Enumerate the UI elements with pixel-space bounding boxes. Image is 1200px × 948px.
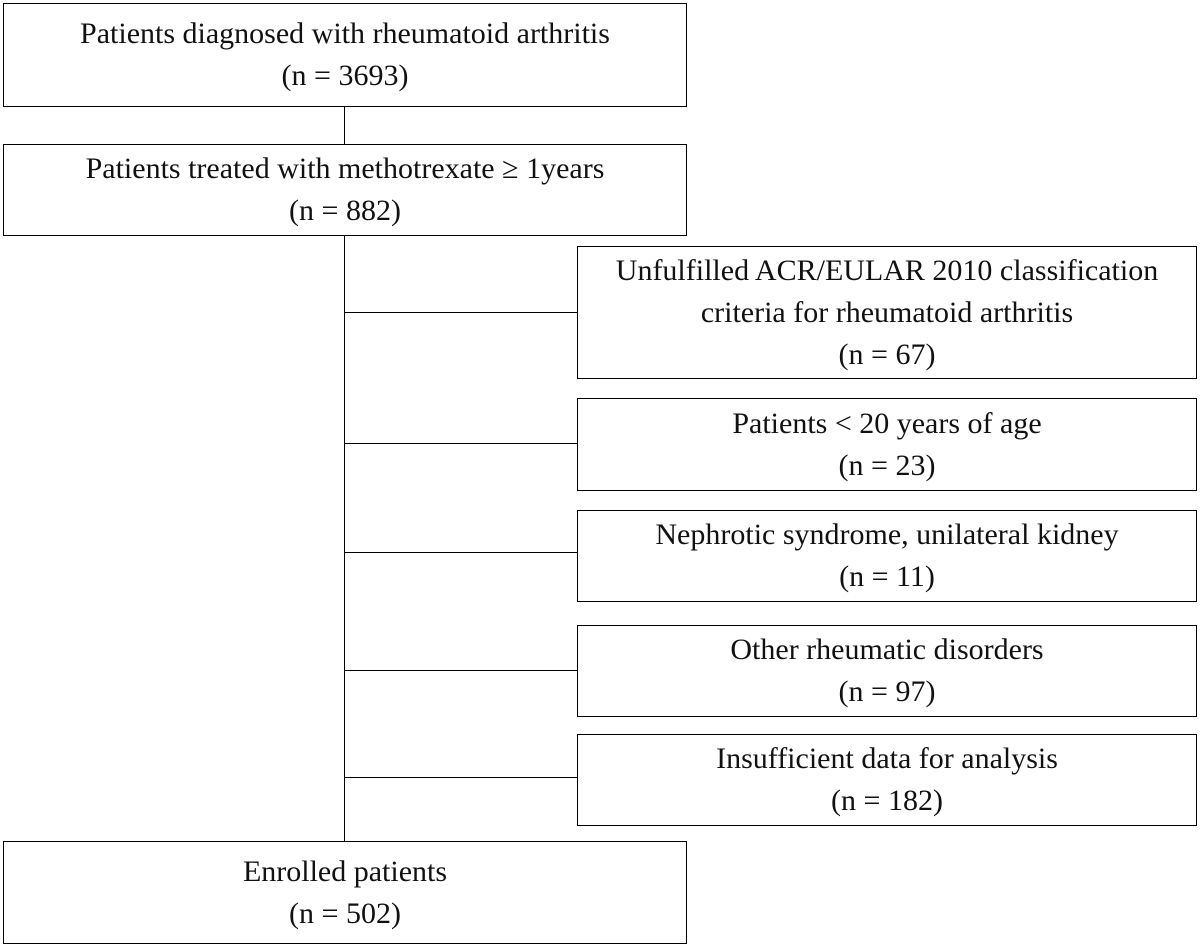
exclusion-count: (n = 11) (839, 560, 935, 593)
diagnosed-patients-count: (n = 3693) (281, 59, 409, 92)
methotrexate-patients-box (3, 144, 687, 236)
connector-exclusion-2 (344, 443, 577, 444)
methotrexate-patients-label: Patients treated with methotrexate ≥ 1years (85, 152, 605, 185)
diagnosed-patients-box (3, 3, 687, 107)
exclusion-box-nephrotic (577, 510, 1197, 602)
exclusion-label: Insufficient data for analysis (716, 742, 1058, 775)
exclusion-count: (n = 182) (831, 784, 943, 817)
methotrexate-patients-count: (n = 882) (289, 194, 401, 227)
exclusion-box-insufficient-data (577, 734, 1197, 826)
connector-exclusion-5 (344, 777, 577, 778)
connector-diagnosed-to-methotrexate (344, 107, 345, 144)
exclusion-box-acr-eular (577, 246, 1197, 379)
enrolled-patients-box (3, 841, 687, 944)
exclusion-label: Nephrotic syndrome, unilateral kidney (655, 518, 1119, 551)
exclusion-label: Other rheumatic disorders (730, 633, 1044, 666)
connector-methotrexate-to-enrolled (344, 236, 345, 841)
exclusion-count: (n = 97) (838, 675, 936, 708)
exclusion-box-age (577, 398, 1197, 491)
exclusion-label: Patients < 20 years of age (732, 406, 1042, 440)
exclusion-box-other-rheumatic (577, 625, 1197, 717)
connector-exclusion-3 (344, 552, 577, 553)
exclusion-label-line2: criteria for rheumatoid arthritis (700, 295, 1074, 329)
enrolled-patients-count: (n = 502) (289, 896, 401, 930)
diagnosed-patients-label: Patients diagnosed with rheumatoid arthritis (80, 17, 610, 50)
exclusion-label-line1: Unfulfilled ACR/EULAR 2010 classification (615, 253, 1159, 287)
connector-exclusion-1 (344, 312, 577, 313)
exclusion-count: (n = 23) (838, 448, 936, 482)
enrolled-patients-label: Enrolled patients (242, 854, 448, 888)
connector-exclusion-4 (344, 670, 577, 671)
exclusion-count: (n = 67) (838, 337, 936, 371)
